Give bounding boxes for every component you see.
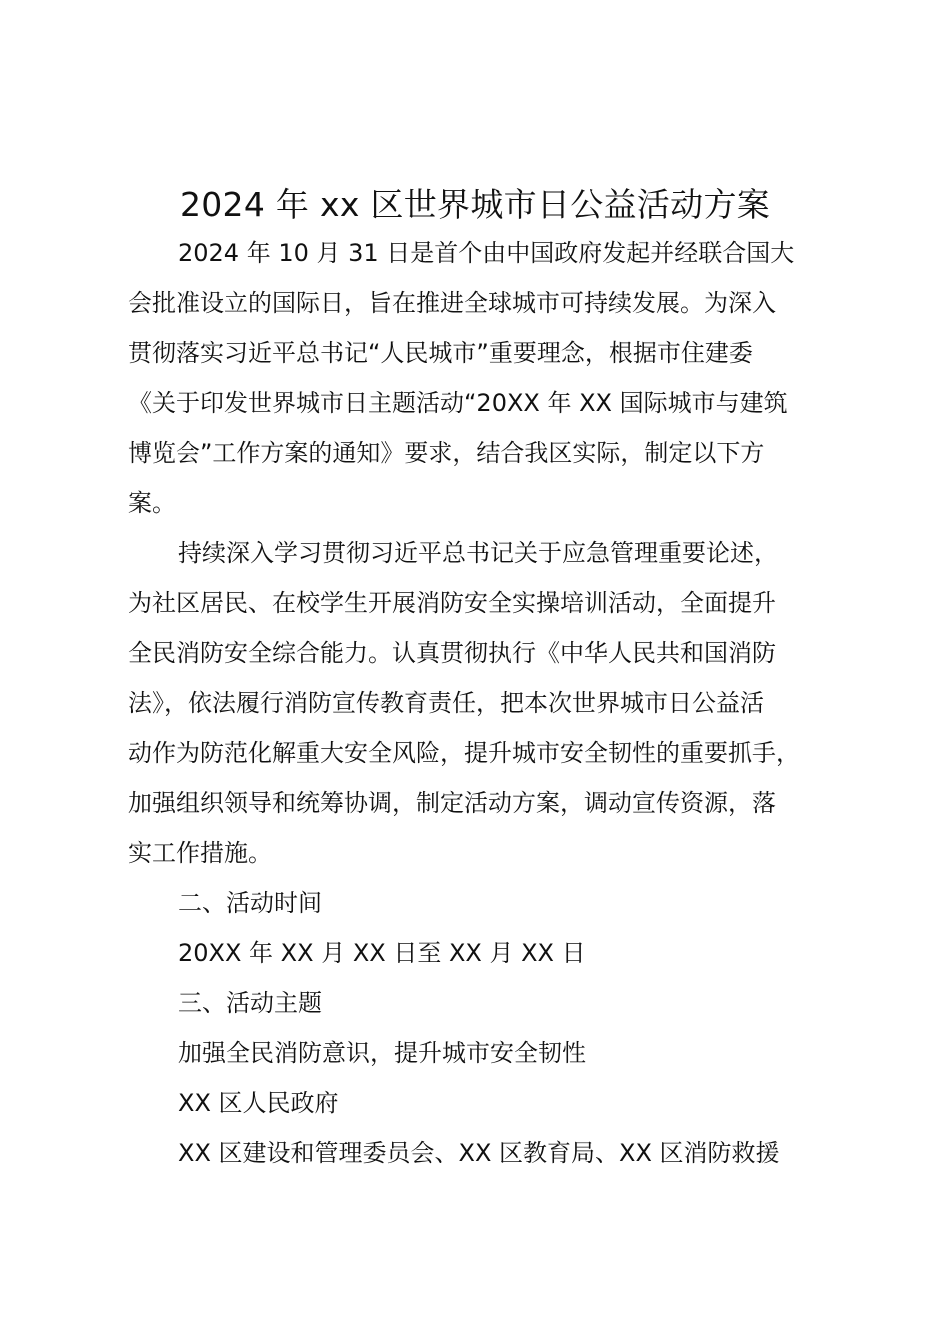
paragraph-2-line-3: 全民消防安全综合能力。认真贯彻执行《中华人民共和国消防 bbox=[128, 639, 776, 667]
co-organizers-line: XX 区建设和管理委员会、XX 区教育局、XX 区消防救援 bbox=[178, 1139, 780, 1167]
paragraph-1-line-3: 贯彻落实习近平总书记“人民城市”重要理念，根据市住建委 bbox=[128, 339, 753, 367]
paragraph-1-line-5: 博览会”工作方案的通知》要求，结合我区实际，制定以下方 bbox=[128, 439, 765, 467]
paragraph-2-line-6: 加强组织领导和统筹协调，制定活动方案，调动宣传资源，落 bbox=[128, 789, 776, 817]
paragraph-2-line-5: 动作为防范化解重大安全风险，提升城市安全韧性的重要抓手， bbox=[128, 739, 800, 767]
paragraph-1-line-2: 会批准设立的国际日，旨在推进全球城市可持续发展。为深入 bbox=[128, 289, 776, 317]
paragraph-2-line-7: 实工作措施。 bbox=[128, 839, 272, 867]
section-time-value: 20XX 年 XX 月 XX 日至 XX 月 XX 日 bbox=[178, 939, 586, 967]
section-theme-heading: 三、活动主题 bbox=[178, 989, 322, 1017]
section-theme-value: 加强全民消防意识，提升城市安全韧性 bbox=[178, 1039, 586, 1067]
organizer-line: XX 区人民政府 bbox=[178, 1089, 339, 1117]
paragraph-2-line-4: 法》，依法履行消防宣传教育责任，把本次世界城市日公益活 bbox=[128, 689, 764, 717]
paragraph-1-line-1: 2024 年 10 月 31 日是首个由中国政府发起并经联合国大 bbox=[178, 239, 795, 267]
paragraph-1-line-6: 案。 bbox=[128, 489, 176, 517]
paragraph-2-line-1: 持续深入学习贯彻习近平总书记关于应急管理重要论述， bbox=[178, 539, 778, 567]
document-title: 2024 年 xx 区世界城市日公益活动方案 bbox=[179, 185, 771, 224]
section-time-heading: 二、活动时间 bbox=[178, 889, 322, 917]
paragraph-2-line-2: 为社区居民、在校学生开展消防安全实操培训活动，全面提升 bbox=[128, 589, 776, 617]
paragraph-1-line-4: 《关于印发世界城市日主题活动“20XX 年 XX 国际城市与建筑 bbox=[128, 389, 788, 417]
